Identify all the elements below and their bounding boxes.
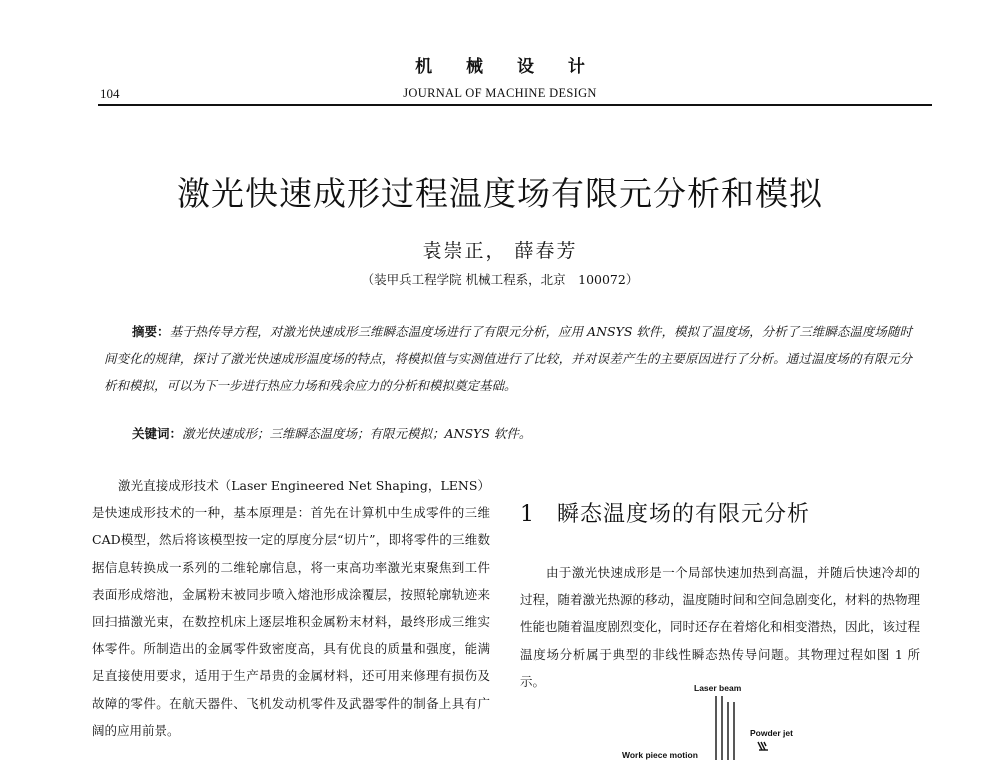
abstract-text: 基于热传导方程，对激光快速成形三维瞬态温度场进行了有限元分析，应用 ANSYS 软件，模拟了温度场，分析了三维瞬态温度场随时间变化的规律，探讨了激光快速成形温度场的特点，将模拟值与实测值进行了比较，并对误差产生的主要原因进行了分析。通过温度场的有限元分析和模拟，可以为下一步进行热应力场和残余应力的分析和模拟奠定基础。 <box>104 324 912 393</box>
figure-label-powder-jet: Powder jet <box>750 728 793 738</box>
section-1-title: 瞬态温度场的有限元分析 <box>557 502 811 527</box>
header-rule <box>98 104 932 106</box>
abstract <box>104 318 912 399</box>
journal-title-en: JOURNAL OF MACHINE DESIGN <box>403 86 597 100</box>
powder-jet-stroke <box>764 742 766 746</box>
abstract-label: 摘要： <box>132 324 170 339</box>
figure-label-laser-beam: Laser beam <box>694 683 742 693</box>
article-affiliation: （装甲兵工程学院 机械工程系，北京 100072） <box>361 272 639 287</box>
figure-1 <box>600 680 860 760</box>
article-authors: 袁崇正， 薛春芳 <box>422 240 578 262</box>
figure-label-work-piece-motion: Work piece motion <box>622 750 698 760</box>
article-title: 激光快速成形过程温度场有限元分析和模拟 <box>177 174 823 213</box>
page-number: 104 <box>100 86 120 101</box>
section-1-number: 1 <box>520 502 535 527</box>
figure-1-drawing <box>600 680 860 760</box>
journal-title-cn: 机 械 设 计 <box>415 57 599 77</box>
intro-paragraph: 激光直接成形技术（Laser Engineered Net Shaping，LENS）是快速成形技术的一种，基本原理是：首先在计算机中生成零件的三维CAD模型，然后将该模型按一定的厚度分层“切片”，即将零件的三维数据信息转换成一系列的二维轮廓信息，将一束高功率激光束聚焦到工件表面形成熔池，金属粉末被同步喷入熔池形成涂覆层，按照轮廓轨迹来回扫描激光束，在数控机床上逐层堆积金属粉末材料，最终形成三维实体零件。所制造出的金属零件致密度高，具有优良的质量和强度，能满足直接使用要求，适用于生产昂贵的金属材料，还可用来修理有损伤及故障的零件。在航天器件、飞机发动机零件及武器零件的制备上具有广阔的应用前景。 <box>92 478 490 738</box>
section-1-heading <box>520 497 810 528</box>
section-1-paragraph: 由于激光快速成形是一个局部快速加热到高温，并随后快速冷却的过程，随着激光热源的移动，温度随时间和空间急剧变化，材料的热物理性能也随着温度剧烈变化，同时还存在着熔化和相变潜热，因此，该过程温度场分析属于典型的非线性瞬态热传导问题。其物理过程如图 1 所示。 <box>520 565 921 689</box>
keywords-text: 激光快速成形；三维瞬态温度场；有限元模拟；ANSYS 软件。 <box>182 426 532 441</box>
keywords <box>132 424 912 442</box>
keywords-label: 关键词： <box>132 426 183 441</box>
